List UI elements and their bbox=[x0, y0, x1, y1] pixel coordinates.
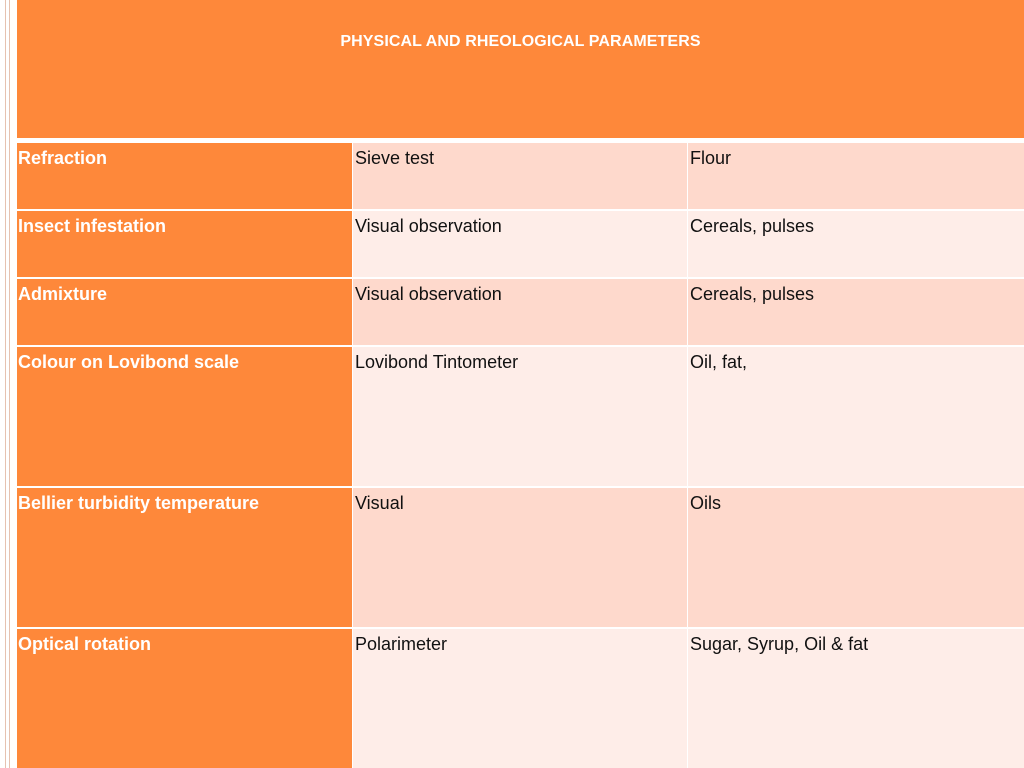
food-cell: Oils bbox=[687, 488, 1024, 627]
method-cell: Visual observation bbox=[352, 211, 687, 277]
food-cell: Cereals, pulses bbox=[687, 279, 1024, 345]
method-cell: Polarimeter bbox=[352, 629, 687, 768]
table-row bbox=[17, 345, 1024, 486]
food-cell: Cereals, pulses bbox=[687, 211, 1024, 277]
method-cell: Visual observation bbox=[352, 279, 687, 345]
parameter-cell: Optical rotation bbox=[17, 629, 352, 768]
page-title: PHYSICAL AND RHEOLOGICAL PARAMETERS bbox=[340, 33, 701, 50]
parameter-cell: Colour on Lovibond scale bbox=[17, 347, 352, 486]
left-border-line-inner bbox=[9, 0, 10, 768]
food-cell: Flour bbox=[687, 143, 1024, 209]
parameter-cell: Admixture bbox=[17, 279, 352, 345]
table-header bbox=[17, 0, 1024, 138]
parameter-cell: Refraction bbox=[17, 143, 352, 209]
method-cell: Sieve test bbox=[352, 143, 687, 209]
parameters-table bbox=[17, 141, 1024, 768]
table-row bbox=[17, 141, 1024, 209]
left-border-line bbox=[5, 0, 6, 768]
method-cell: Lovibond Tintometer bbox=[352, 347, 687, 486]
table-row bbox=[17, 486, 1024, 627]
food-cell: Oil, fat, bbox=[687, 347, 1024, 486]
food-cell: Sugar, Syrup, Oil & fat bbox=[687, 629, 1024, 768]
parameter-cell: Bellier turbidity temperature bbox=[17, 488, 352, 627]
parameter-cell: Insect infestation bbox=[17, 211, 352, 277]
table-row bbox=[17, 209, 1024, 277]
method-cell: Visual bbox=[352, 488, 687, 627]
table-row bbox=[17, 277, 1024, 345]
table-row bbox=[17, 627, 1024, 768]
